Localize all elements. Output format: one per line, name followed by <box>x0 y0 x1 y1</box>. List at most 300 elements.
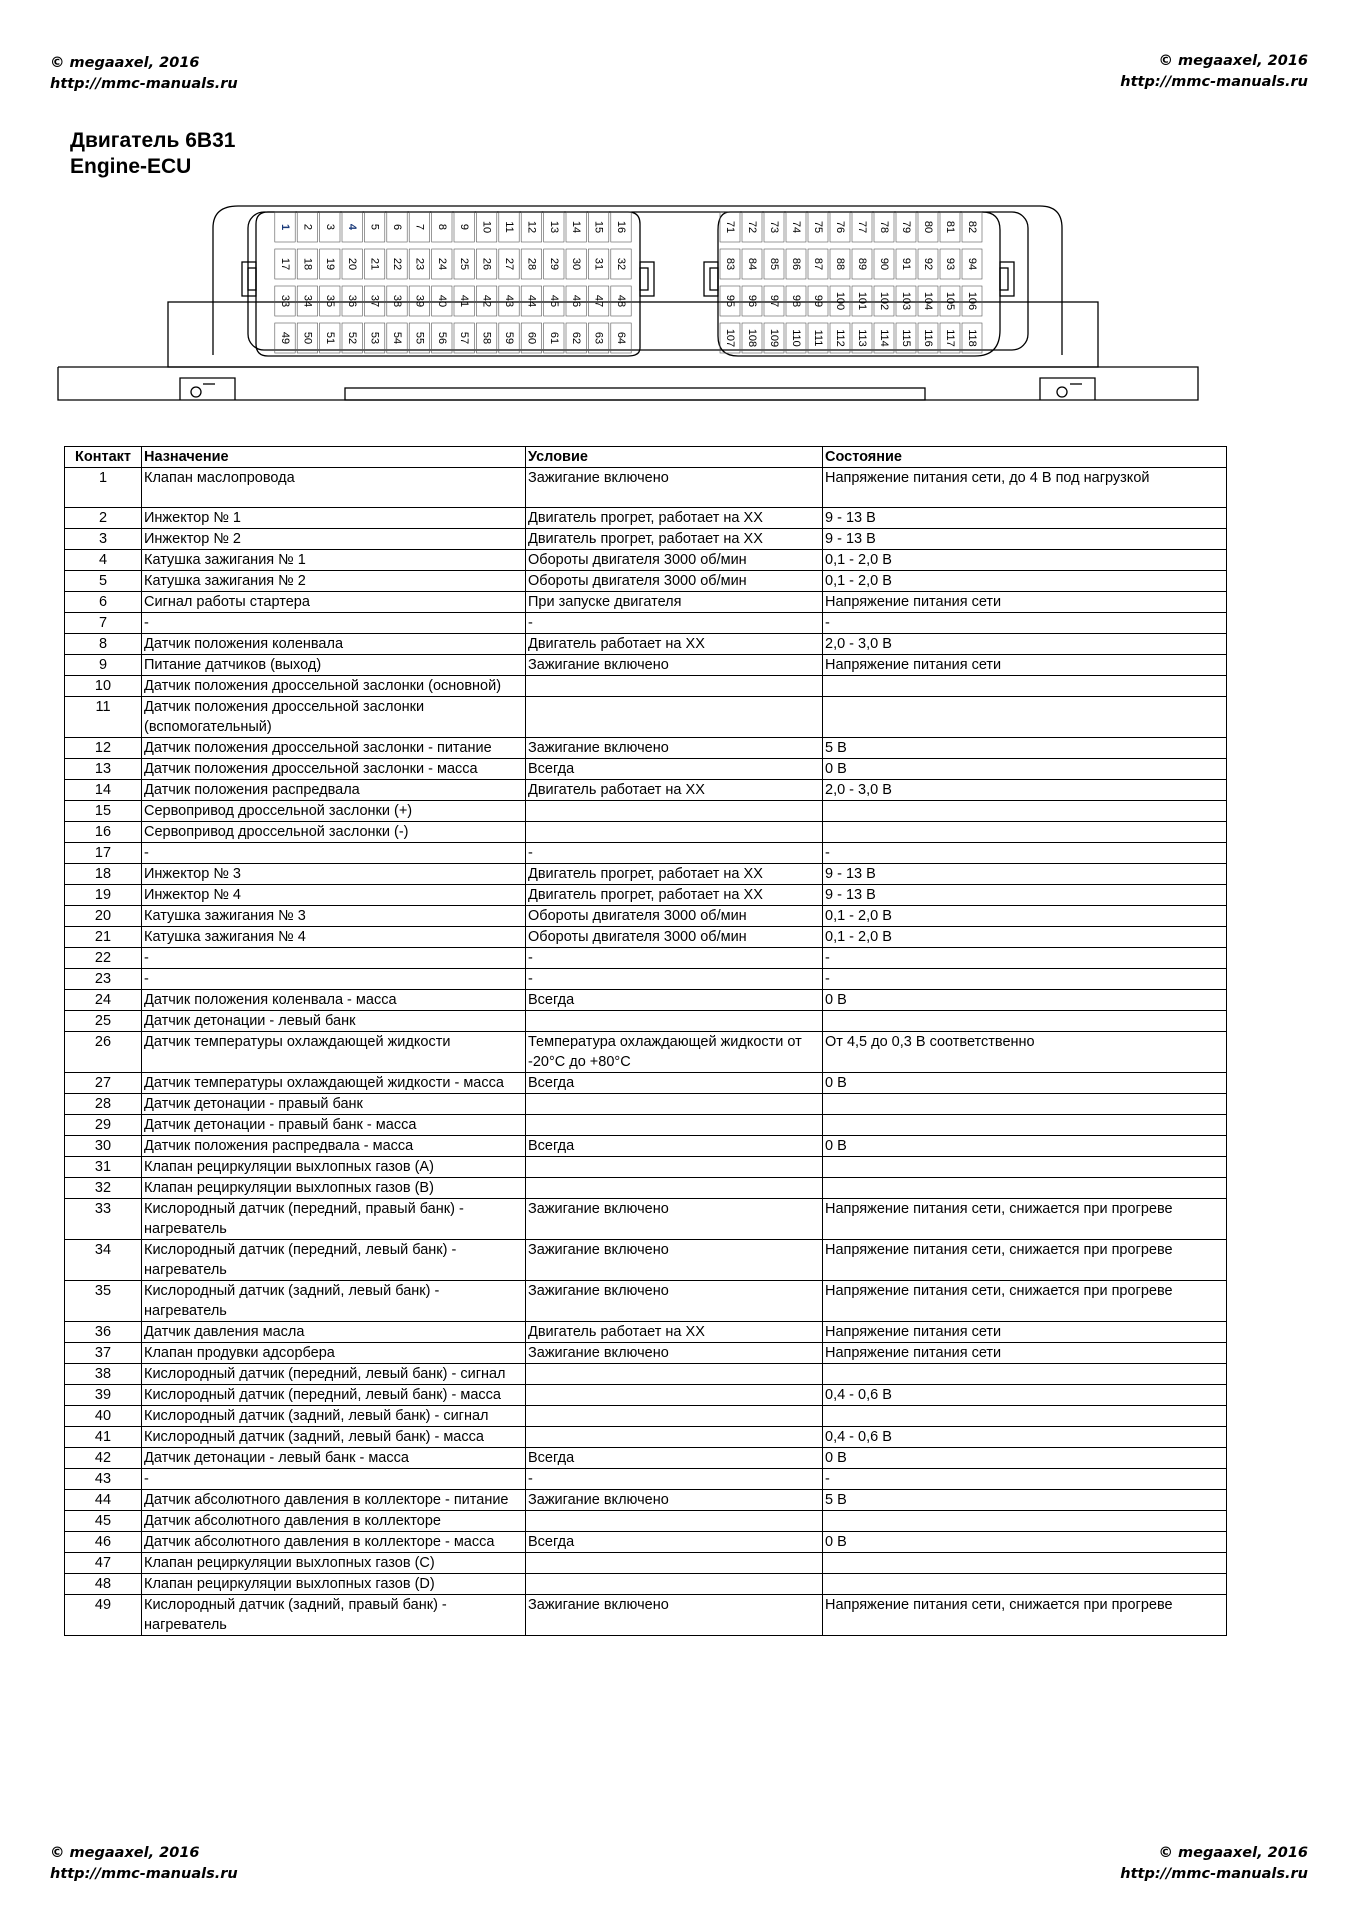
cell-state: - <box>823 613 1227 634</box>
cell-contact: 31 <box>65 1157 142 1178</box>
cell-contact: 8 <box>65 634 142 655</box>
table-row <box>65 1511 1227 1532</box>
cell-state: 9 - 13 В <box>823 508 1227 529</box>
cell-state: 0 В <box>823 759 1227 780</box>
cell-state: Напряжение питания сети, до 4 В под нагрузкой <box>823 468 1227 508</box>
pin-label: 21 <box>368 257 381 271</box>
cell-contact: 39 <box>65 1385 142 1406</box>
cell-contact: 47 <box>65 1553 142 1574</box>
cell-state: - <box>823 969 1227 990</box>
pin-label: 115 <box>900 329 912 347</box>
pin-label: 105 <box>944 291 956 311</box>
table-row <box>65 1178 1227 1199</box>
cell-purpose: Клапан рециркуляции выхлопных газов (D) <box>142 1574 526 1595</box>
cell-purpose: Датчик детонации - левый банк - масса <box>142 1448 526 1469</box>
cell-condition: Температура охлаждающей жидкости от -20°С до +80°С <box>526 1032 823 1073</box>
cell-contact: 41 <box>65 1427 142 1448</box>
cell-purpose: Датчик положения дроссельной заслонки (основной) <box>142 676 526 697</box>
cell-purpose: Кислородный датчик (передний, левый банк) - масса <box>142 1385 526 1406</box>
pin-label: 15 <box>592 220 605 234</box>
cell-state <box>823 1157 1227 1178</box>
cell-state <box>823 1553 1227 1574</box>
pin-label: 57 <box>458 331 471 345</box>
table-row <box>65 948 1227 969</box>
pin-label: 103 <box>900 291 912 311</box>
cell-purpose: - <box>142 843 526 864</box>
table-row <box>65 655 1227 676</box>
cell-purpose: Кислородный датчик (передний, левый банк) - сигнал <box>142 1364 526 1385</box>
cell-condition <box>526 1574 823 1595</box>
cell-condition: Зажигание включено <box>526 468 823 508</box>
cell-condition <box>526 1115 823 1136</box>
cell-purpose: Датчик абсолютного давления в коллекторе - питание <box>142 1490 526 1511</box>
table-row <box>65 468 1227 508</box>
cell-contact: 45 <box>65 1511 142 1532</box>
cell-purpose: Клапан рециркуляции выхлопных газов (A) <box>142 1157 526 1178</box>
table-row <box>65 1406 1227 1427</box>
cell-state: 2,0 - 3,0 В <box>823 780 1227 801</box>
pin-label: 63 <box>592 331 605 345</box>
table-row <box>65 1073 1227 1094</box>
cell-purpose: Датчик детонации - правый банк - масса <box>142 1115 526 1136</box>
cell-contact: 28 <box>65 1094 142 1115</box>
cell-contact: 26 <box>65 1032 142 1073</box>
pin-label: 89 <box>856 257 868 271</box>
pin-label: 90 <box>878 257 890 271</box>
cell-contact: 1 <box>65 468 142 508</box>
cell-state: 0 В <box>823 1073 1227 1094</box>
cell-purpose: Датчик положения дроссельной заслонки - питание <box>142 738 526 759</box>
pin-label: 27 <box>503 257 515 271</box>
cell-purpose: Инжектор № 4 <box>142 885 526 906</box>
cell-condition <box>526 1385 823 1406</box>
cell-state <box>823 801 1227 822</box>
table-row <box>65 613 1227 634</box>
table-row <box>65 1385 1227 1406</box>
table-row <box>65 990 1227 1011</box>
table-row <box>65 1240 1227 1281</box>
cell-state: - <box>823 948 1227 969</box>
table-row <box>65 1469 1227 1490</box>
cell-contact: 40 <box>65 1406 142 1427</box>
cell-purpose: Датчик положения дроссельной заслонки - масса <box>142 759 526 780</box>
table-row <box>65 1011 1227 1032</box>
pin-label: 79 <box>900 220 912 234</box>
cell-state: Напряжение питания сети, снижается при прогреве <box>823 1240 1227 1281</box>
pin-label: 4 <box>346 223 359 231</box>
cell-state <box>823 1511 1227 1532</box>
pin-label: 75 <box>812 220 824 234</box>
cell-purpose: Датчик положения дроссельной заслонки (вспомогательный) <box>142 697 526 738</box>
pin-label: 107 <box>724 328 736 348</box>
cell-purpose: Датчик положения распредвала - масса <box>142 1136 526 1157</box>
pin-label: 87 <box>812 257 824 271</box>
table-row <box>65 529 1227 550</box>
cell-contact: 7 <box>65 613 142 634</box>
cell-purpose: Катушка зажигания № 1 <box>142 550 526 571</box>
cell-state: 0 В <box>823 1136 1227 1157</box>
table-row <box>65 508 1227 529</box>
cell-purpose: Сервопривод дроссельной заслонки (+) <box>142 801 526 822</box>
pin-label: 11 <box>503 221 515 233</box>
cell-condition <box>526 1406 823 1427</box>
cell-contact: 22 <box>65 948 142 969</box>
cell-condition: Двигатель прогрет, работает на XX <box>526 864 823 885</box>
cell-state: 5 В <box>823 738 1227 759</box>
pin-label: 118 <box>966 329 978 347</box>
cell-state: 0,1 - 2,0 В <box>823 906 1227 927</box>
pin-label: 72 <box>746 220 758 234</box>
pin-label: 95 <box>724 294 736 308</box>
cell-condition <box>526 697 823 738</box>
pin-label: 71 <box>724 220 736 234</box>
cell-purpose: Катушка зажигания № 4 <box>142 927 526 948</box>
pin-label: 28 <box>525 257 538 271</box>
cell-contact: 13 <box>65 759 142 780</box>
cell-condition <box>526 801 823 822</box>
cell-condition <box>526 676 823 697</box>
pin-label: 77 <box>856 220 868 234</box>
cell-contact: 3 <box>65 529 142 550</box>
pin-label: 10 <box>480 220 493 234</box>
cell-purpose: Катушка зажигания № 2 <box>142 571 526 592</box>
cell-condition: Двигатель прогрет, работает на XX <box>526 508 823 529</box>
cell-contact: 29 <box>65 1115 142 1136</box>
pin-label: 46 <box>570 294 583 308</box>
pin-label: 51 <box>323 331 336 345</box>
pin-label: 99 <box>812 294 824 308</box>
cell-condition: - <box>526 969 823 990</box>
cell-state <box>823 697 1227 738</box>
table-row <box>65 759 1227 780</box>
cell-purpose: - <box>142 1469 526 1490</box>
cell-condition: Обороты двигателя 3000 об/мин <box>526 550 823 571</box>
cell-purpose: Инжектор № 1 <box>142 508 526 529</box>
cell-condition: Зажигание включено <box>526 1199 823 1240</box>
pin-label: 59 <box>503 331 515 345</box>
cell-state: 9 - 13 В <box>823 529 1227 550</box>
pin-label: 2 <box>301 223 314 231</box>
cell-state <box>823 1574 1227 1595</box>
cell-contact: 6 <box>65 592 142 613</box>
cell-contact: 14 <box>65 780 142 801</box>
pin-label: 52 <box>346 331 359 345</box>
table-row <box>65 676 1227 697</box>
table-row <box>65 1427 1227 1448</box>
cell-condition: Зажигание включено <box>526 1343 823 1364</box>
table-row <box>65 885 1227 906</box>
cell-state <box>823 1115 1227 1136</box>
pin-label: 98 <box>790 294 802 308</box>
cell-state <box>823 1094 1227 1115</box>
pin-label: 93 <box>944 257 956 271</box>
pin-label: 114 <box>878 329 890 347</box>
pin-label: 45 <box>547 294 560 308</box>
pin-label: 14 <box>570 220 583 234</box>
cell-condition: Зажигание включено <box>526 655 823 676</box>
pin-label: 40 <box>435 294 448 308</box>
cell-purpose: Клапан рециркуляции выхлопных газов (B) <box>142 1178 526 1199</box>
pin-label: 108 <box>746 328 758 348</box>
pin-label: 19 <box>323 257 336 271</box>
cell-condition: Всегда <box>526 759 823 780</box>
pin-label: 43 <box>503 294 515 308</box>
pin-label: 109 <box>768 328 780 348</box>
bottom-bar <box>58 367 1198 400</box>
cell-state: 9 - 13 В <box>823 885 1227 906</box>
left-pin-grid <box>275 212 631 353</box>
pin-label: 32 <box>615 257 627 271</box>
pin-label: 58 <box>480 331 493 345</box>
cell-contact: 2 <box>65 508 142 529</box>
pin-label: 116 <box>922 329 934 347</box>
watermark-bottom-left <box>50 1843 238 1885</box>
cell-condition: Обороты двигателя 3000 об/мин <box>526 927 823 948</box>
cell-state <box>823 822 1227 843</box>
pin-label: 13 <box>547 220 560 234</box>
center-slot <box>345 388 925 400</box>
cell-condition <box>526 822 823 843</box>
cell-condition: - <box>526 843 823 864</box>
pin-label: 56 <box>435 331 448 345</box>
pin-label: 5 <box>368 223 381 231</box>
cell-condition: Двигатель работает на XX <box>526 634 823 655</box>
cell-state: 9 - 13 В <box>823 864 1227 885</box>
cell-condition: Всегда <box>526 1136 823 1157</box>
pin-label: 47 <box>592 294 605 308</box>
cell-purpose: Датчик детонации - левый банк <box>142 1011 526 1032</box>
cell-contact: 30 <box>65 1136 142 1157</box>
pin-label: 112 <box>834 329 846 347</box>
cell-state <box>823 1011 1227 1032</box>
right-pin-grid <box>720 212 982 353</box>
pin-label: 106 <box>966 291 978 311</box>
cell-contact: 11 <box>65 697 142 738</box>
cell-contact: 5 <box>65 571 142 592</box>
cell-state: 0 В <box>823 1448 1227 1469</box>
cell-purpose: Питание датчиков (выход) <box>142 655 526 676</box>
table-row <box>65 1595 1227 1636</box>
pin-label: 1 <box>279 223 291 231</box>
cell-contact: 33 <box>65 1199 142 1240</box>
pin-label: 102 <box>878 291 890 311</box>
watermark-url: http://mmc-manuals.ru <box>1120 74 1308 90</box>
pin-label: 17 <box>279 257 291 271</box>
table-row <box>65 864 1227 885</box>
cell-purpose: Сигнал работы стартера <box>142 592 526 613</box>
pin-label: 60 <box>525 331 538 345</box>
title-ecu: Engine-ECU <box>70 155 192 178</box>
cell-contact: 48 <box>65 1574 142 1595</box>
pin-label: 50 <box>301 331 314 345</box>
pin-label: 7 <box>413 223 426 231</box>
cell-state: - <box>823 1469 1227 1490</box>
table-header-row <box>65 447 1227 468</box>
cell-state <box>823 1364 1227 1385</box>
pin-label: 8 <box>435 223 448 231</box>
cell-contact: 25 <box>65 1011 142 1032</box>
cell-condition: Обороты двигателя 3000 об/мин <box>526 906 823 927</box>
pin-label: 33 <box>279 294 291 308</box>
pin-label: 41 <box>458 294 471 308</box>
pin-label: 35 <box>323 294 336 308</box>
cell-purpose: Клапан маслопровода <box>142 468 526 508</box>
table-row <box>65 550 1227 571</box>
pin-label: 61 <box>547 331 560 345</box>
cell-purpose: Инжектор № 3 <box>142 864 526 885</box>
pin-label: 64 <box>615 331 627 345</box>
cell-condition: Всегда <box>526 1532 823 1553</box>
cell-purpose: Кислородный датчик (передний, правый банк) - нагреватель <box>142 1199 526 1240</box>
watermark-copyright: © megaaxel, 2016 <box>50 1845 200 1861</box>
cell-state: 0,1 - 2,0 В <box>823 571 1227 592</box>
mount-left <box>180 378 235 400</box>
cell-purpose: Датчик давления масла <box>142 1322 526 1343</box>
cell-contact: 9 <box>65 655 142 676</box>
table-row <box>65 1094 1227 1115</box>
cell-purpose: Датчик положения коленвала - масса <box>142 990 526 1011</box>
cell-purpose: Датчик положения коленвала <box>142 634 526 655</box>
pin-label: 104 <box>922 291 934 311</box>
cell-condition: Всегда <box>526 1448 823 1469</box>
cell-contact: 24 <box>65 990 142 1011</box>
cell-purpose: Датчик температуры охлаждающей жидкости <box>142 1032 526 1073</box>
cell-condition: Двигатель работает на XX <box>526 1322 823 1343</box>
latch-right-a <box>704 262 718 296</box>
cell-purpose: Датчик абсолютного давления в коллекторе - масса <box>142 1532 526 1553</box>
cell-condition: Зажигание включено <box>526 1281 823 1322</box>
pin-label: 6 <box>391 223 403 231</box>
pin-label: 37 <box>368 294 381 308</box>
cell-state: 0,1 - 2,0 В <box>823 927 1227 948</box>
watermark-copyright: © megaaxel, 2016 <box>1158 1845 1308 1861</box>
cell-contact: 21 <box>65 927 142 948</box>
pin-label: 85 <box>768 257 780 271</box>
cell-purpose: - <box>142 948 526 969</box>
header-state: Состояние <box>823 447 1227 468</box>
cell-contact: 38 <box>65 1364 142 1385</box>
cell-state: 0 В <box>823 1532 1227 1553</box>
watermark-url: http://mmc-manuals.ru <box>50 1866 238 1882</box>
pin-label: 38 <box>391 294 403 308</box>
cell-state: 2,0 - 3,0 В <box>823 634 1227 655</box>
pin-label: 42 <box>480 294 493 308</box>
table-row <box>65 822 1227 843</box>
table-row <box>65 927 1227 948</box>
mount-right <box>1040 378 1095 400</box>
cell-contact: 34 <box>65 1240 142 1281</box>
table-row <box>65 697 1227 738</box>
pin-label: 54 <box>391 331 403 345</box>
cell-condition <box>526 1178 823 1199</box>
cell-contact: 42 <box>65 1448 142 1469</box>
pin-label: 86 <box>790 257 802 271</box>
cell-state: От 4,5 до 0,3 В соответственно <box>823 1032 1227 1073</box>
pin-label: 111 <box>812 329 824 347</box>
pin-label: 25 <box>458 257 471 271</box>
cell-condition: Всегда <box>526 990 823 1011</box>
cell-state: 0 В <box>823 990 1227 1011</box>
pin-label: 117 <box>944 329 956 347</box>
pin-label: 23 <box>413 257 426 271</box>
pin-label: 53 <box>368 331 381 345</box>
cell-purpose: Клапан рециркуляции выхлопных газов (C) <box>142 1553 526 1574</box>
cell-contact: 36 <box>65 1322 142 1343</box>
cell-state: Напряжение питания сети <box>823 655 1227 676</box>
cell-condition <box>526 1553 823 1574</box>
pin-label: 101 <box>856 291 868 311</box>
pin-label: 110 <box>790 329 802 347</box>
cell-contact: 37 <box>65 1343 142 1364</box>
pin-label: 44 <box>525 294 538 308</box>
cell-contact: 46 <box>65 1532 142 1553</box>
cell-contact: 49 <box>65 1595 142 1636</box>
cell-purpose: Датчик положения распредвала <box>142 780 526 801</box>
cell-state: Напряжение питания сети <box>823 592 1227 613</box>
cell-condition: Зажигание включено <box>526 1240 823 1281</box>
cell-contact: 16 <box>65 822 142 843</box>
cell-purpose: - <box>142 969 526 990</box>
cell-contact: 32 <box>65 1178 142 1199</box>
pin-label: 100 <box>834 291 846 311</box>
pin-label: 78 <box>878 220 890 234</box>
cell-purpose: Датчик температуры охлаждающей жидкости - масса <box>142 1073 526 1094</box>
pin-label: 16 <box>615 220 627 234</box>
header-contact: Контакт <box>65 447 142 468</box>
cell-condition: - <box>526 948 823 969</box>
cell-condition <box>526 1094 823 1115</box>
cell-state <box>823 676 1227 697</box>
pin-label: 12 <box>525 220 538 234</box>
cell-condition: Зажигание включено <box>526 738 823 759</box>
watermark-copyright: © megaaxel, 2016 <box>1158 53 1308 69</box>
watermark-copyright: © megaaxel, 2016 <box>50 55 200 71</box>
latch-left-a <box>242 262 256 296</box>
table-row <box>65 1448 1227 1469</box>
pin-label: 113 <box>856 329 868 347</box>
cell-contact: 44 <box>65 1490 142 1511</box>
pin-label: 39 <box>413 294 426 308</box>
pin-label: 49 <box>279 331 291 345</box>
pin-label: 91 <box>900 257 912 271</box>
pin-label: 96 <box>746 294 758 308</box>
table-row <box>65 571 1227 592</box>
pin-label: 82 <box>966 220 978 234</box>
table-row <box>65 1322 1227 1343</box>
table-row <box>65 843 1227 864</box>
cell-state <box>823 1406 1227 1427</box>
cell-state <box>823 1178 1227 1199</box>
table-row <box>65 906 1227 927</box>
pin-label: 83 <box>724 257 736 271</box>
table-row <box>65 592 1227 613</box>
pin-label: 36 <box>346 294 359 308</box>
pin-label: 76 <box>834 220 846 234</box>
table-row <box>65 1136 1227 1157</box>
cell-state: 0,4 - 0,6 В <box>823 1385 1227 1406</box>
table-row <box>65 1553 1227 1574</box>
cell-condition: Зажигание включено <box>526 1490 823 1511</box>
connector-diagram <box>0 0 1358 420</box>
cell-state: Напряжение питания сети <box>823 1322 1227 1343</box>
cell-purpose: Кислородный датчик (передний, левый банк) - нагреватель <box>142 1240 526 1281</box>
cell-purpose: Сервопривод дроссельной заслонки (-) <box>142 822 526 843</box>
pin-label: 31 <box>592 257 605 271</box>
cell-contact: 15 <box>65 801 142 822</box>
latch-left-b <box>640 262 654 296</box>
pinout-table <box>64 446 1227 1636</box>
watermark-url: http://mmc-manuals.ru <box>1120 1866 1308 1882</box>
